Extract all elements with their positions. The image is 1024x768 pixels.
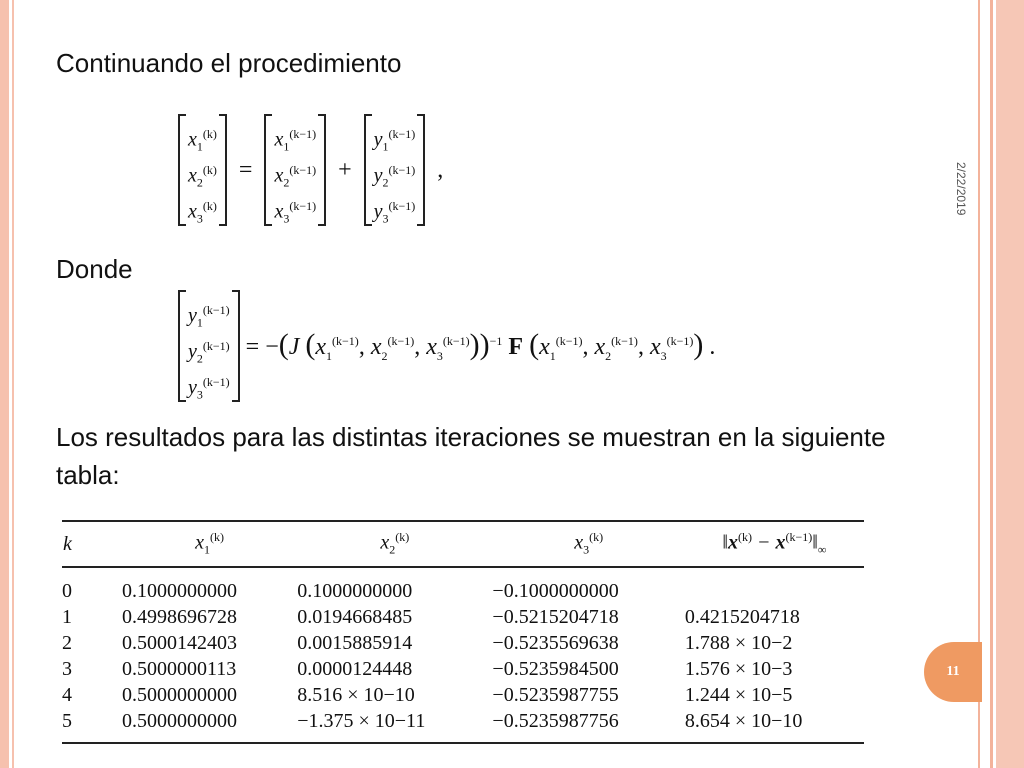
vector-y: $y_1^{(k-1)}$ $y_2^{(k-1)}$ $y_3^{(k-1)}$ <box>178 290 240 402</box>
table-cell: 0.4998696728 <box>122 606 237 628</box>
table-cell: 0.5000000000 <box>122 710 237 732</box>
table-row <box>62 682 864 708</box>
table-cell: −0.1000000000 <box>492 580 619 602</box>
left-border-band <box>0 0 9 768</box>
table-row <box>62 567 864 604</box>
table-row <box>62 656 864 682</box>
header-x2: $x_2^{(k)}$ <box>380 530 410 557</box>
table-cell: −1.375 × 10−11 <box>297 710 426 732</box>
vector-xk-1: $x_1^{(k-1)}$ $x_2^{(k-1)}$ $x_3^{(k-1)}$ <box>264 114 326 226</box>
left-border-line <box>12 0 14 768</box>
table-cell: −0.5235984500 <box>492 658 619 680</box>
table-cell: −0.5235987756 <box>492 710 619 732</box>
header-x3: $x_3^{(k)}$ <box>574 530 604 557</box>
table-cell: 0.1000000000 <box>297 580 413 602</box>
iteration-equation: $x_1^{(k)}$ $x_2^{(k)}$ $x_3^{(k)}$ = $x_1^{(k-1)}$ $x_2^{(k-1)}$ $x_3^{(k-1)}$ + $y_1^{(k-1)}$ $y_2^{(k-1)}$ $y_3^{(k-1)}$ , <box>178 114 455 226</box>
table-cell: 1 <box>62 606 72 628</box>
header-norm: $‖x^{(k)}$ − $x^{(k-1)}‖_\infty$ <box>722 530 827 557</box>
table-cell: −0.5215204718 <box>492 606 619 628</box>
table-cell: 2 <box>62 632 72 654</box>
table-cell: 0.4215204718 <box>684 606 800 628</box>
table-cell: 3 <box>62 658 72 680</box>
newton-step-equation: $y_1^{(k-1)}$ $y_2^{(k-1)}$ $y_3^{(k-1)}$ = −(J ($x_1^{(k-1)}$, $x_2^{(k-1)}$, $x_3^{(k-1)}))^{-1}$ F ($x_1^{(k-1)}$, $x_2^{(k-1)}$, $x_3^{(k-1)}$) . <box>178 290 721 402</box>
results-paragraph: Los resultados para las distintas iteraciones se muestran en la siguiente tabla: <box>56 422 886 490</box>
table-row <box>62 708 864 743</box>
table-cell: 1.576 × 10−3 <box>684 658 793 680</box>
iterations-table <box>62 520 864 744</box>
table-header-row <box>62 521 864 567</box>
table-cell: −0.5235569638 <box>492 632 619 654</box>
vector-yk-1: $y_1^{(k-1)}$ $y_2^{(k-1)}$ $y_3^{(k-1)}$ <box>364 114 426 226</box>
heading-continuando: Continuando el procedimiento <box>56 48 402 78</box>
table-cell: 0.0194668485 <box>297 606 413 628</box>
right-border-band <box>986 0 1024 768</box>
table-cell: 0.0015885914 <box>297 632 413 654</box>
table-cell: 0 <box>62 580 72 602</box>
table-cell: −0.5235987755 <box>492 684 619 706</box>
table-cell: 8.654 × 10−10 <box>684 710 803 732</box>
slide-date: 2/22/2019 <box>954 162 968 216</box>
vector-xk: $x_1^{(k)}$ $x_2^{(k)}$ $x_3^{(k)}$ <box>178 114 227 226</box>
table-cell: 0.5000142403 <box>122 632 237 654</box>
table-cell <box>685 567 864 604</box>
header-k: k <box>63 532 72 555</box>
table-cell: 4 <box>62 684 72 706</box>
page-number-badge: 11 <box>924 642 982 702</box>
table-cell: 0.5000000113 <box>122 658 237 680</box>
table-cell: 8.516 × 10−10 <box>297 684 415 706</box>
table-cell: 1.788 × 10−2 <box>684 632 793 654</box>
header-x1: $x_1^{(k)}$ <box>195 530 225 557</box>
table-cell: 0.1000000000 <box>122 580 237 602</box>
heading-donde: Donde <box>56 254 133 284</box>
table-row <box>62 604 864 630</box>
table-cell: 0.5000000000 <box>122 684 237 706</box>
table-cell: 0.0000124448 <box>297 658 413 680</box>
table-cell: 5 <box>62 710 72 732</box>
table-cell: 1.244 × 10−5 <box>684 684 793 706</box>
table-row <box>62 630 864 656</box>
